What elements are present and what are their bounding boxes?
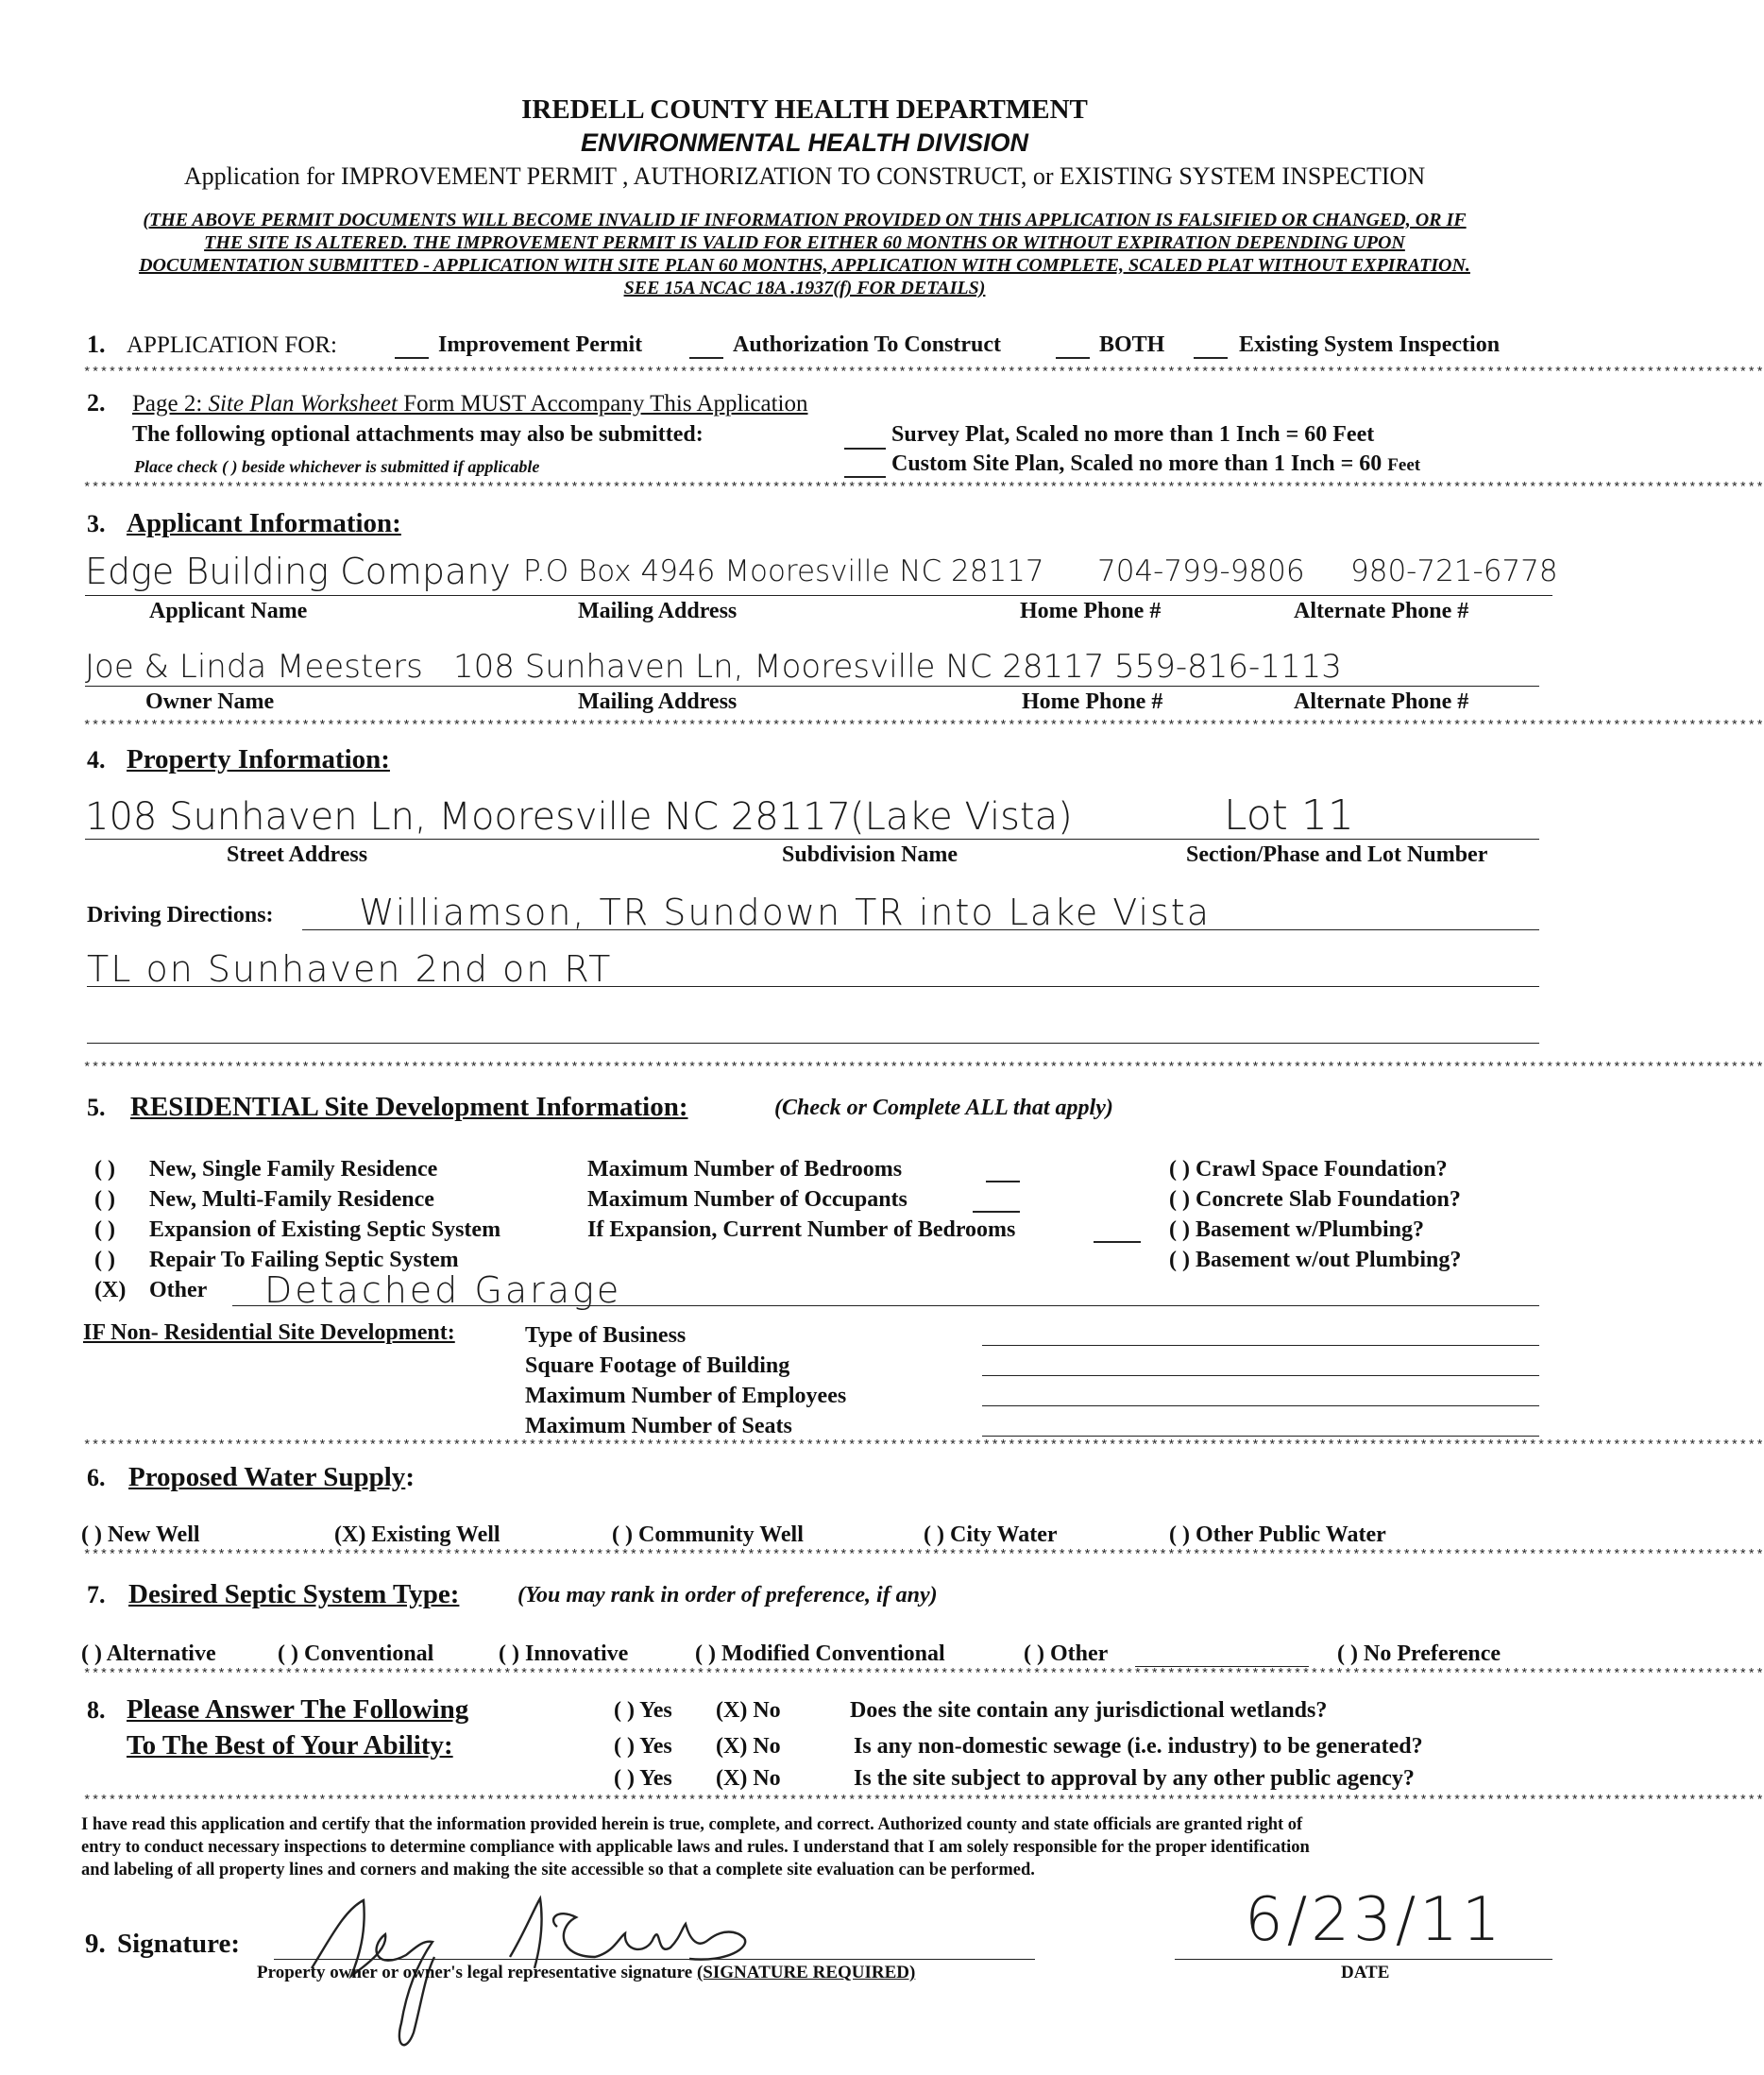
option-other[interactable]: (X) Other	[94, 1278, 208, 1302]
septic-modified-conventional[interactable]: ( ) Modified Conventional	[695, 1641, 945, 1666]
form-title: IREDELL COUNTY HEALTH DEPARTMENT	[521, 94, 1088, 125]
certify-line-1: I have read this application and certify that the information provided herein is true, complete, and correct. Authorized county and state officials are granted right of	[81, 1815, 1303, 1834]
date-label: DATE	[1341, 1963, 1390, 1982]
subdivision-label: Subdivision Name	[782, 842, 958, 867]
star-divider: ********************************************************************************************************************************************************************************************************	[83, 1548, 1764, 1563]
water-community-well[interactable]: ( ) Community Well	[612, 1522, 804, 1547]
septic-type-note: (You may rank in order of preference, if any)	[517, 1583, 938, 1607]
section-4-number: 4.	[87, 746, 106, 774]
section-8-number: 8.	[87, 1696, 106, 1724]
square-footage-blank[interactable]	[982, 1375, 1539, 1376]
star-divider: ********************************************************************************************************************************************************************************************************	[83, 481, 1764, 496]
q3-no[interactable]: (X) No	[716, 1766, 781, 1791]
water-new-well[interactable]: ( ) New Well	[81, 1522, 200, 1547]
subdivision-value[interactable]: (Lake Vista)	[850, 795, 1073, 839]
signature-label: Signature:	[117, 1929, 240, 1959]
applicant-information-title: Applicant Information:	[127, 508, 401, 538]
septic-innovative[interactable]: ( ) Innovative	[499, 1641, 629, 1666]
applicant-mailing-label: Mailing Address	[578, 599, 738, 623]
form-subtitle: Application for IMPROVEMENT PERMIT , AUTHORIZATION TO CONSTRUCT, or EXISTING SYSTEM INSPECTION	[183, 162, 1426, 190]
section-9-number: 9.	[85, 1929, 106, 1959]
max-employees-blank[interactable]	[982, 1405, 1539, 1406]
septic-conventional[interactable]: ( ) Conventional	[278, 1641, 434, 1666]
optional-attachments: The following optional attachments may also be submitted:	[132, 422, 704, 447]
division-title: ENVIRONMENTAL HEALTH DIVISION	[580, 128, 1029, 157]
option-authorization: Authorization To Construct	[733, 332, 1002, 357]
signature-date-value[interactable]: 6/23/11	[1245, 1885, 1504, 1955]
option-crawl-space[interactable]: ( ) Crawl Space Foundation?	[1169, 1157, 1448, 1182]
septic-other[interactable]: ( ) Other	[1024, 1641, 1109, 1666]
star-divider: ********************************************************************************************************************************************************************************************************	[83, 1667, 1764, 1682]
septic-alternative[interactable]: ( ) Alternative	[81, 1641, 216, 1666]
owner-mailing-label: Mailing Address	[578, 689, 738, 714]
date-line	[1175, 1959, 1552, 1960]
custom-site-plan-label: Custom Site Plan, Scaled no more than 1 Inch = 60 Feet	[891, 451, 1421, 476]
q2-no[interactable]: (X) No	[716, 1734, 781, 1759]
max-occupants-blank[interactable]	[973, 1211, 1020, 1213]
max-seats-label: Maximum Number of Seats	[525, 1414, 792, 1438]
applicant-alt-phone-label: Alternate Phone #	[1294, 599, 1469, 623]
section-5-number: 5.	[87, 1094, 106, 1121]
non-residential-label: IF Non- Residential Site Development:	[83, 1320, 455, 1345]
owner-name-label: Owner Name	[145, 689, 275, 714]
water-existing-well[interactable]: (X) Existing Well	[334, 1522, 500, 1547]
authorization-blank[interactable]	[689, 357, 723, 359]
occupancy-fields	[587, 1154, 1015, 1245]
max-bedrooms-blank[interactable]	[986, 1181, 1020, 1182]
signature-caption: Property owner or owner's legal representative signature (SIGNATURE REQUIRED)	[257, 1963, 916, 1982]
property-information-title: Property Information:	[127, 744, 390, 774]
q1-text: Does the site contain any jurisdictional wetlands?	[850, 1698, 1328, 1723]
applicant-alt-phone-value[interactable]: 980-721-6778	[1350, 554, 1558, 588]
custom-site-plan-blank[interactable]	[844, 476, 886, 478]
water-city-water[interactable]: ( ) City Water	[924, 1522, 1058, 1547]
driving-directions-label: Driving Directions:	[87, 903, 274, 927]
max-seats-blank[interactable]	[982, 1436, 1539, 1437]
q3-yes[interactable]: ( ) Yes	[614, 1766, 672, 1791]
certify-line-2: entry to conduct necessary inspections to determine compliance with applicable laws and rules. I understand that I am solely responsible for the proper identification	[81, 1838, 1310, 1857]
residential-title: RESIDENTIAL Site Development Information:	[130, 1092, 688, 1122]
water-supply-title: Proposed Water Supply:	[128, 1462, 415, 1492]
option-both: BOTH	[1099, 332, 1165, 357]
residential-note: (Check or Complete ALL that apply)	[774, 1096, 1113, 1120]
max-employees-label: Maximum Number of Employees	[525, 1384, 847, 1408]
applicant-row-line	[85, 595, 1552, 596]
current-bedrooms-blank[interactable]	[1094, 1241, 1141, 1243]
option-expansion[interactable]: ( ) Expansion of Existing Septic System	[94, 1217, 501, 1242]
existing-inspection-blank[interactable]	[1194, 357, 1228, 359]
max-occupants-label: Maximum Number of Occupants	[587, 1187, 907, 1212]
directions-line-3	[87, 1043, 1539, 1044]
type-of-business-blank[interactable]	[982, 1345, 1539, 1346]
applicant-name-label: Applicant Name	[149, 599, 308, 623]
disclaimer-line-1: (THE ABOVE PERMIT DOCUMENTS WILL BECOME INVALID IF INFORMATION PROVIDED ON THIS APPLICATION IS FALSIFIED OR CHANGED, OR IF	[143, 210, 1467, 230]
owner-name-value[interactable]: Joe & Linda Meesters	[85, 648, 423, 686]
improvement-permit-blank[interactable]	[395, 357, 429, 359]
site-plan-title: Page 2: Site Plan Worksheet Form MUST Accompany This Application	[132, 391, 808, 417]
applicant-home-phone-label: Home Phone #	[1020, 599, 1162, 623]
star-divider: ********************************************************************************************************************************************************************************************************	[83, 1061, 1764, 1076]
option-existing-system-inspection: Existing System Inspection	[1239, 332, 1501, 357]
current-bedrooms-label: If Expansion, Current Number of Bedrooms	[587, 1217, 1016, 1242]
disclaimer-line-4: SEE 15A NCAC 18A .1937(f) FOR DETAILS)	[623, 278, 986, 298]
option-basement-plumbing[interactable]: ( ) Basement w/Plumbing?	[1169, 1217, 1424, 1242]
star-divider: ********************************************************************************************************************************************************************************************************	[83, 366, 1764, 381]
street-address-label: Street Address	[227, 842, 368, 867]
water-other-public[interactable]: ( ) Other Public Water	[1169, 1522, 1386, 1547]
questions-title-2: To The Best of Your Ability:	[127, 1730, 453, 1760]
directions-line-1-value[interactable]: Williamson, TR Sundown TR into Lake Vista	[359, 892, 1211, 933]
q1-no[interactable]: (X) No	[716, 1698, 781, 1723]
option-single-family[interactable]: ( ) New, Single Family Residence	[94, 1157, 438, 1182]
option-repair[interactable]: ( ) Repair To Failing Septic System	[94, 1248, 459, 1272]
square-footage-label: Square Footage of Building	[525, 1353, 790, 1378]
applicant-name-value[interactable]: Edge Building Company	[85, 551, 511, 592]
section-2-number: 2.	[87, 389, 106, 417]
owner-row-line	[85, 686, 1539, 687]
option-concrete-slab[interactable]: ( ) Concrete Slab Foundation?	[1169, 1187, 1461, 1212]
applicant-address-value[interactable]: P.O Box 4946 Mooresville NC 28117	[523, 554, 1044, 588]
septic-type-title: Desired Septic System Type:	[128, 1579, 460, 1609]
max-bedrooms-label: Maximum Number of Bedrooms	[587, 1157, 903, 1182]
other-line	[232, 1305, 1539, 1306]
septic-no-preference[interactable]: ( ) No Preference	[1337, 1641, 1501, 1666]
survey-plat-blank[interactable]	[844, 448, 886, 450]
applicant-home-phone-value[interactable]: 704-799-9806	[1097, 554, 1305, 588]
section-1-number: 1.	[87, 331, 106, 358]
star-divider: ********************************************************************************************************************************************************************************************************	[83, 719, 1764, 734]
type-of-business-label: Type of Business	[525, 1323, 687, 1348]
disclaimer-line-3: DOCUMENTATION SUBMITTED - APPLICATION WITH SITE PLAN 60 MONTHS, APPLICATION WITH COMPLETE, SCALED PLAT WITHOUT EXPIRATION.	[139, 255, 1470, 276]
street-address-value[interactable]: 108 Sunhaven Ln, Mooresville NC 28117	[85, 795, 852, 839]
both-blank[interactable]	[1056, 357, 1090, 359]
q3-text: Is the site subject to approval by any other public agency?	[854, 1766, 1415, 1791]
option-improvement-permit: Improvement Permit	[438, 332, 643, 357]
foundation-options	[1169, 1154, 1461, 1275]
star-divider: ********************************************************************************************************************************************************************************************************	[83, 1438, 1764, 1454]
star-divider: ********************************************************************************************************************************************************************************************************	[83, 1794, 1764, 1809]
option-multi-family[interactable]: ( ) New, Multi-Family Residence	[94, 1187, 434, 1212]
directions-line-2	[87, 986, 1539, 987]
option-basement-no-plumbing[interactable]: ( ) Basement w/out Plumbing?	[1169, 1248, 1462, 1272]
directions-line-1	[302, 929, 1539, 930]
owner-alt-phone-label: Alternate Phone #	[1294, 689, 1469, 714]
signature-line	[274, 1959, 1035, 1960]
section-6-number: 6.	[87, 1464, 106, 1491]
lot-number-label: Section/Phase and Lot Number	[1186, 842, 1488, 867]
questions-title-1: Please Answer The Following	[127, 1694, 469, 1725]
property-row-line	[85, 839, 1539, 840]
q1-yes[interactable]: ( ) Yes	[614, 1698, 672, 1723]
owner-home-phone-label: Home Phone #	[1022, 689, 1163, 714]
other-value[interactable]: Detached Garage	[264, 1269, 622, 1311]
certify-line-3: and labeling of all property lines and corners and making the site accessible so that a complete site evaluation can be performed.	[81, 1861, 1035, 1879]
non-residential-fields	[525, 1320, 846, 1441]
q2-yes[interactable]: ( ) Yes	[614, 1734, 672, 1759]
survey-plat-label: Survey Plat, Scaled no more than 1 Inch = 60 Feet	[891, 422, 1375, 447]
owner-address-value[interactable]: 108 Sunhaven Ln, Mooresville NC 28117	[453, 648, 1105, 686]
lot-number-value[interactable]: Lot 11	[1224, 791, 1354, 840]
application-for-label: APPLICATION FOR:	[127, 332, 337, 358]
q2-text: Is any non-domestic sewage (i.e. industry) to be generated?	[854, 1734, 1423, 1759]
section-7-number: 7.	[87, 1581, 106, 1608]
owner-home-phone-value[interactable]: 559-816-1113	[1114, 648, 1342, 686]
section-3-number: 3.	[87, 510, 106, 537]
directions-line-2-value[interactable]: TL on Sunhaven 2nd on RT	[87, 948, 613, 990]
disclaimer-line-2: THE SITE IS ALTERED. THE IMPROVEMENT PERMIT IS VALID FOR EITHER 60 MONTHS OR WITHOUT EXPIRATION DEPENDING UPON	[204, 232, 1405, 253]
place-check-note: Place check ( ) beside whichever is submitted if applicable	[134, 457, 540, 476]
